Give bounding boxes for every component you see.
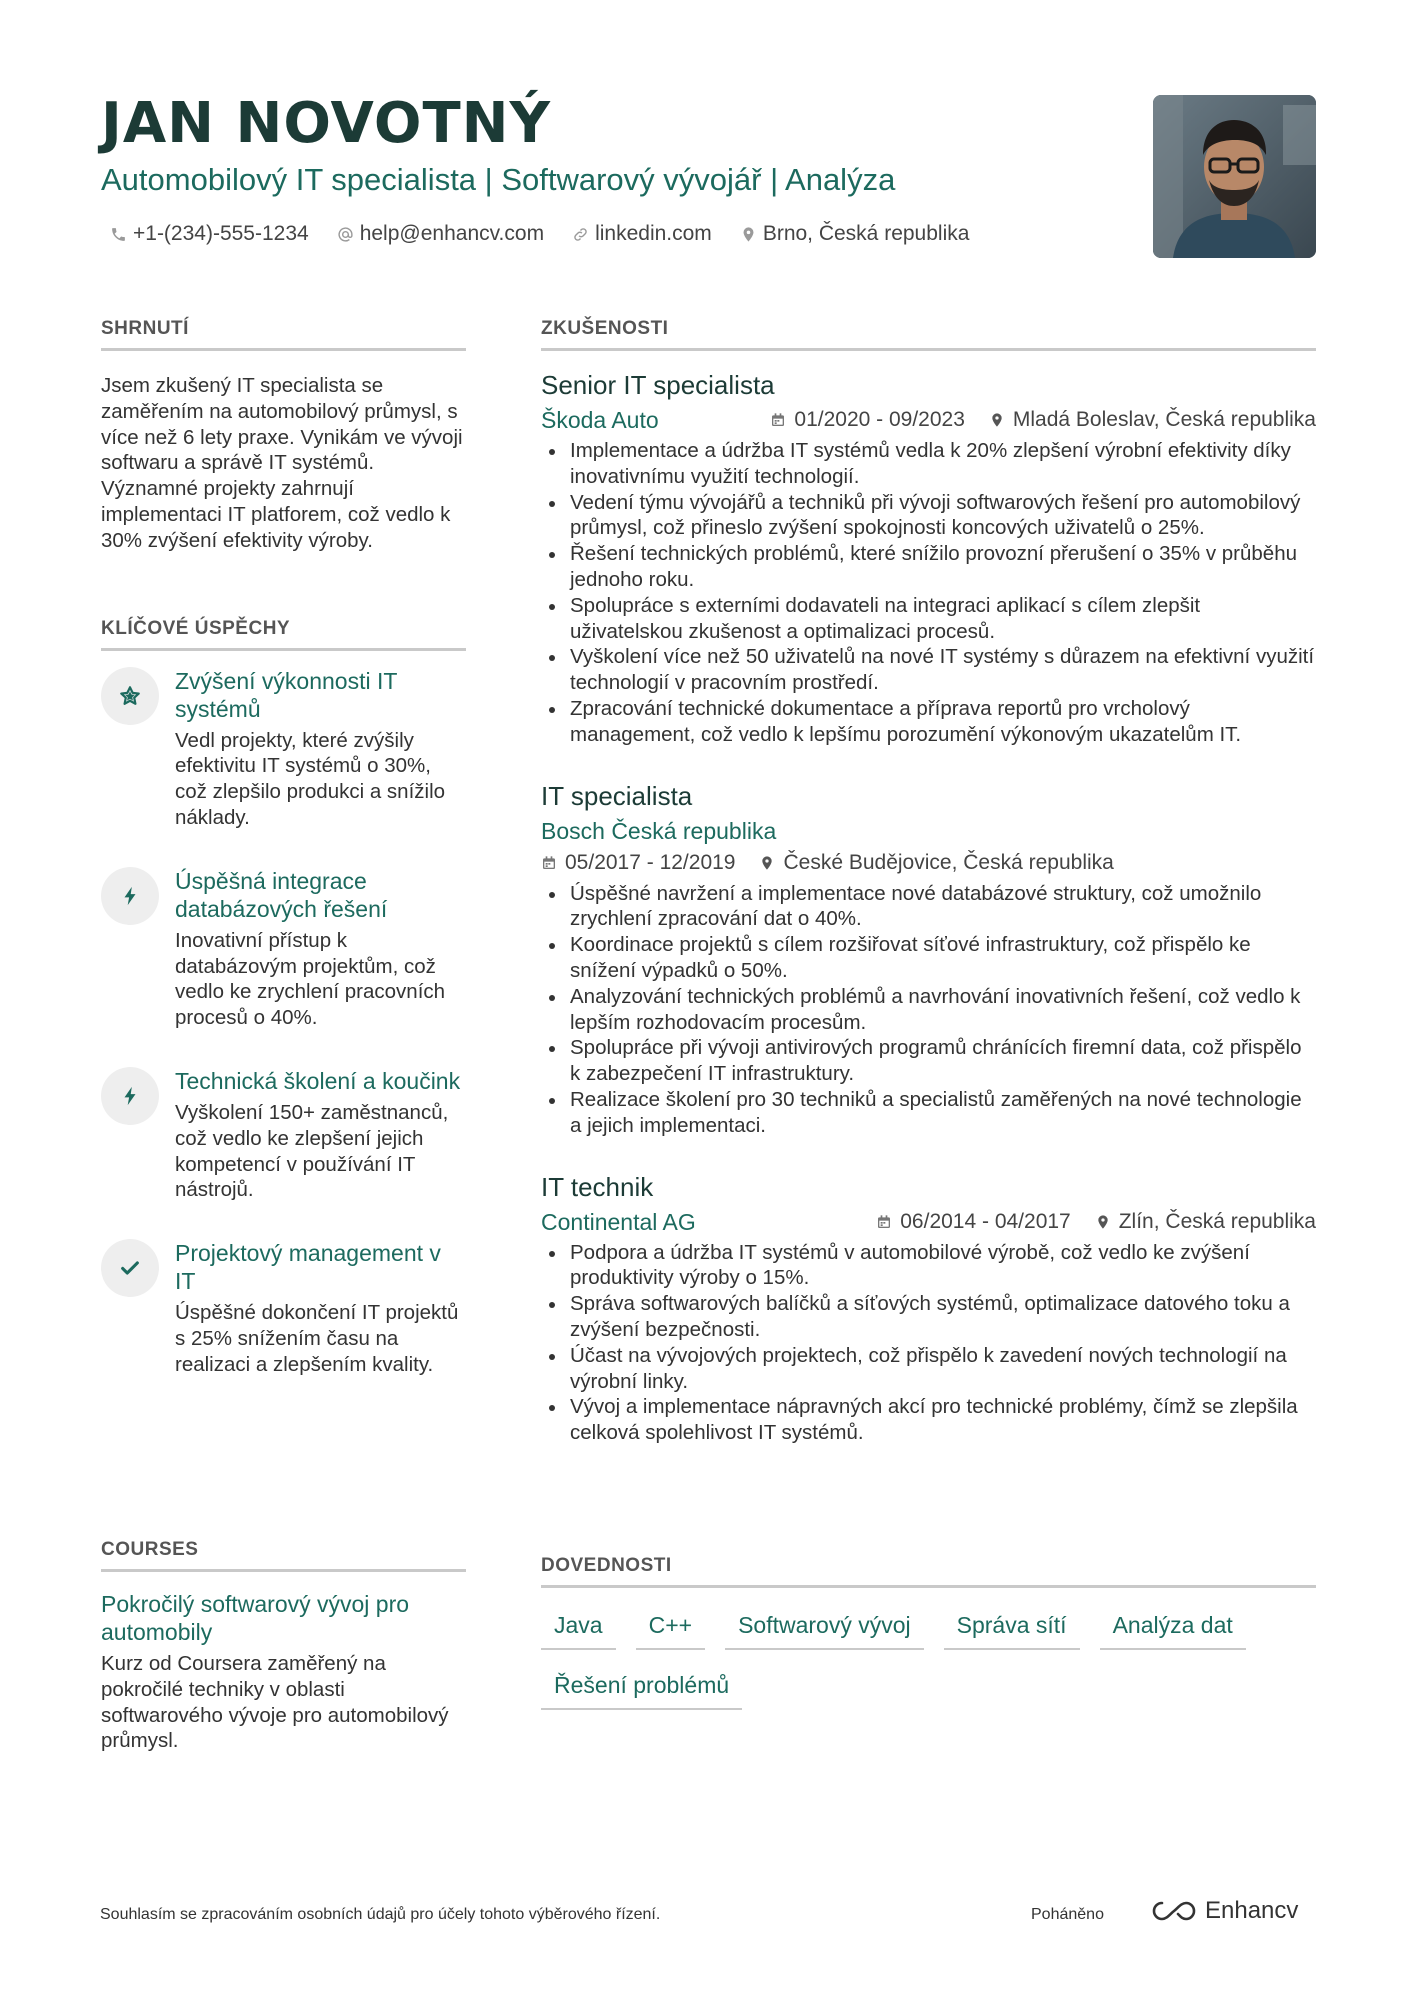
job-dates: 05/2017 - 12/2019 bbox=[565, 850, 736, 874]
course-title: Pokročilý softwarový vývoj pro automobily bbox=[101, 1591, 410, 1645]
bullet-item: Zpracování technické dokumentace a příprava reportů pro vrcholový management, což vedlo k lepšímu porozumění výkonovým ukazatelům IT. bbox=[541, 696, 1316, 748]
email-text: help@enhancv.com bbox=[359, 222, 545, 245]
achievements-section bbox=[101, 616, 466, 1378]
achievement-title: Projektový management v IT bbox=[175, 1240, 441, 1295]
summary-text: Jsem zkušený IT specialista se zaměřením na automobilový průmysl, s více než 6 lety praxe. Vynikám ve vývoji softwaru a správě IT systémů. Významné projekty zahrnují implementaci IT platforem, což vedlo k 30% zvýšení efektivity výroby. bbox=[101, 374, 463, 552]
candidate-subtitle: Automobilový IT specialista | Softwarový vývojář | Analýza bbox=[101, 162, 896, 197]
achievement-item bbox=[101, 667, 466, 831]
skill-tag: Analýza dat bbox=[1100, 1610, 1246, 1650]
achievement-description: Vyškolení 150+ zaměstnanců, což vedlo ke zlepšení jejich kompetencí v používání IT nástrojů. bbox=[175, 1100, 449, 1202]
skill-list bbox=[541, 1610, 1316, 1710]
job-entry bbox=[541, 1171, 1316, 1446]
courses-section bbox=[101, 1537, 466, 1754]
enhancv-brand-text: Enhancv bbox=[1205, 1897, 1299, 1924]
skill-tag: Správa sítí bbox=[944, 1610, 1080, 1650]
company-name: Continental AG bbox=[541, 1208, 696, 1235]
location-pin-icon bbox=[989, 412, 1005, 428]
bullet-item: Koordinace projektů s cílem rozšiřovat síťové infrastruktury, což přispělo ke snížení výpadků o 50%. bbox=[541, 932, 1316, 984]
bullet-item: Podpora a údržba IT systémů v automobilové výrobě, což vedlo ke zvýšení produktivity výroby o 15%. bbox=[541, 1240, 1316, 1292]
contact-email[interactable] bbox=[337, 219, 544, 249]
location-pin-icon bbox=[759, 855, 775, 871]
achievement-item bbox=[101, 867, 466, 1031]
phone-icon bbox=[110, 226, 127, 243]
company-name: Bosch Česká republika bbox=[541, 817, 777, 844]
achievement-description: Úspěšné dokončení IT projektů s 25% snížením času na realizaci a zlepšením kvality. bbox=[175, 1301, 459, 1376]
job-location: Zlín, Česká republika bbox=[1118, 1209, 1316, 1233]
bullet-item: Správa softwarových balíčků a síťových systémů, optimalizace datového toku a zvýšení bezpečnosti. bbox=[541, 1291, 1316, 1343]
lightning-icon bbox=[119, 1085, 141, 1107]
experience-heading: ZKUŠENOSTI bbox=[541, 316, 1316, 351]
job-dates: 01/2020 - 09/2023 bbox=[794, 408, 965, 431]
skill-tag: Softwarový vývoj bbox=[725, 1610, 924, 1650]
achievement-title: Zvýšení výkonnosti IT systémů bbox=[175, 667, 397, 722]
skills-heading: DOVEDNOSTI bbox=[541, 1553, 1316, 1588]
bullet-item: Vyškolení více než 50 uživatelů na nové IT systémy s důrazem na efektivní využití technologií v pracovním prostředí. bbox=[541, 644, 1316, 696]
summary-heading: SHRNUTÍ bbox=[101, 316, 466, 351]
calendar-icon bbox=[541, 855, 557, 871]
bullet-item: Vývoj a implementace nápravných akcí pro technické problémy, čímž se zlepšila celková spolehlivost IT systémů. bbox=[541, 1394, 1316, 1446]
profile-photo bbox=[1153, 95, 1316, 258]
linkedin-text: linkedin.com bbox=[595, 222, 712, 245]
bullet-item: Spolupráce s externími dodavateli na integraci aplikací s cílem zlepšit uživatelskou zkušenost a optimalizaci procesů. bbox=[541, 593, 1316, 645]
calendar-icon bbox=[770, 412, 786, 428]
achievement-item bbox=[101, 1067, 466, 1203]
portrait-image bbox=[1153, 95, 1316, 258]
skill-tag: C++ bbox=[636, 1610, 705, 1650]
bullet-item: Řešení technických problémů, které snížilo provozní přerušení o 35% v průběhu jednoho roku. bbox=[541, 541, 1316, 593]
star-icon bbox=[119, 685, 141, 707]
consent-note: Souhlasím se zpracováním osobních údajů pro účely tohoto výběrového řízení. bbox=[100, 1906, 661, 1923]
summary-section bbox=[101, 316, 466, 554]
contact-bar bbox=[110, 219, 969, 249]
achievement-description: Vedl projekty, které zvýšily efektivitu IT systémů o 30%, což zlepšilo produkci a snížilo náklady. bbox=[175, 728, 446, 829]
courses-heading: COURSES bbox=[101, 1537, 466, 1572]
at-icon bbox=[337, 226, 354, 243]
bullet-item: Realizace školení pro 30 techniků a specialistů zaměřených na nové technologie a jejich implementaci. bbox=[541, 1087, 1316, 1139]
achievement-description: Inovativní přístup k databázovým projektům, což vedlo ke zrychlení pracovních procesů o 40%. bbox=[175, 928, 446, 1030]
location-pin-icon bbox=[1095, 1214, 1111, 1230]
bullet-item: Vedení týmu vývojářů a techniků při vývoji softwarových řešení pro automobilový průmysl, což přineslo zvýšení spokojnosti koncových uživatelů o 25%. bbox=[541, 490, 1316, 542]
job-dates: 06/2014 - 04/2017 bbox=[900, 1209, 1071, 1233]
job-location: České Budějovice, Česká republika bbox=[783, 850, 1114, 874]
bullet-item: Úspěšné navržení a implementace nové databázové struktury, což umožnilo zrychlení zpracování dat o 40%. bbox=[541, 881, 1316, 933]
job-location: Mladá Boleslav, Česká republika bbox=[1012, 408, 1316, 431]
left-column bbox=[101, 316, 466, 1414]
lightning-icon bbox=[119, 885, 141, 907]
enhancv-logo[interactable] bbox=[1151, 1897, 1298, 1925]
location-text: Brno, Česká republika bbox=[762, 222, 970, 245]
achievements-heading: KLÍČOVÉ ÚSPĚCHY bbox=[101, 616, 466, 651]
job-entry bbox=[541, 369, 1316, 748]
job-bullets bbox=[541, 1240, 1316, 1446]
job-title: IT specialista bbox=[541, 780, 693, 811]
job-title: IT technik bbox=[541, 1171, 654, 1202]
achievement-title: Úspěšná integrace databázových řešení bbox=[175, 867, 388, 922]
achievement-title: Technická školení a koučink bbox=[175, 1067, 461, 1094]
bullet-item: Analyzování technických problémů a navrhování inovativních řešení, což vedlo k lepším rozhodovacím procesům. bbox=[541, 984, 1316, 1036]
contact-location bbox=[740, 219, 970, 249]
calendar-icon bbox=[876, 1214, 892, 1230]
achievement-item bbox=[101, 1239, 466, 1377]
powered-by-label: Poháněno bbox=[1031, 1906, 1104, 1923]
skill-tag: Java bbox=[541, 1610, 616, 1650]
bullet-item: Účast na vývojových projektech, což přispělo k zavedení nových technologií na výrobní linky. bbox=[541, 1343, 1316, 1395]
location-pin-icon bbox=[740, 226, 757, 243]
bullet-item: Implementace a údržba IT systémů vedla k 20% zlepšení výrobní efektivity díky inovativnímu využití technologií. bbox=[541, 438, 1316, 490]
job-bullets bbox=[541, 881, 1316, 1139]
skill-tag: Řešení problémů bbox=[541, 1670, 742, 1710]
job-title: Senior IT specialista bbox=[541, 370, 775, 400]
link-icon bbox=[572, 226, 589, 243]
bullet-item: Spolupráce při vývoji antivirových programů chránících firemní data, což přispělo k zabezpečení IT infrastruktury. bbox=[541, 1035, 1316, 1087]
company-name: Škoda Auto bbox=[541, 407, 659, 433]
right-column bbox=[541, 316, 1316, 1446]
skills-section bbox=[541, 1553, 1316, 1710]
phone-text: +1-(234)-555-1234 bbox=[133, 222, 309, 245]
course-description: Kurz od Coursera zaměřený na pokročilé techniky v oblasti softwarového vývoje pro automobilový průmysl. bbox=[101, 1652, 449, 1753]
job-bullets bbox=[541, 438, 1316, 748]
contact-phone[interactable] bbox=[110, 219, 309, 249]
candidate-name: JAN NOVOTNÝ bbox=[101, 91, 552, 156]
job-entry bbox=[541, 780, 1316, 1139]
enhancv-logo-icon bbox=[1151, 1899, 1197, 1923]
contact-linkedin[interactable] bbox=[572, 219, 712, 249]
check-icon bbox=[119, 1257, 141, 1279]
